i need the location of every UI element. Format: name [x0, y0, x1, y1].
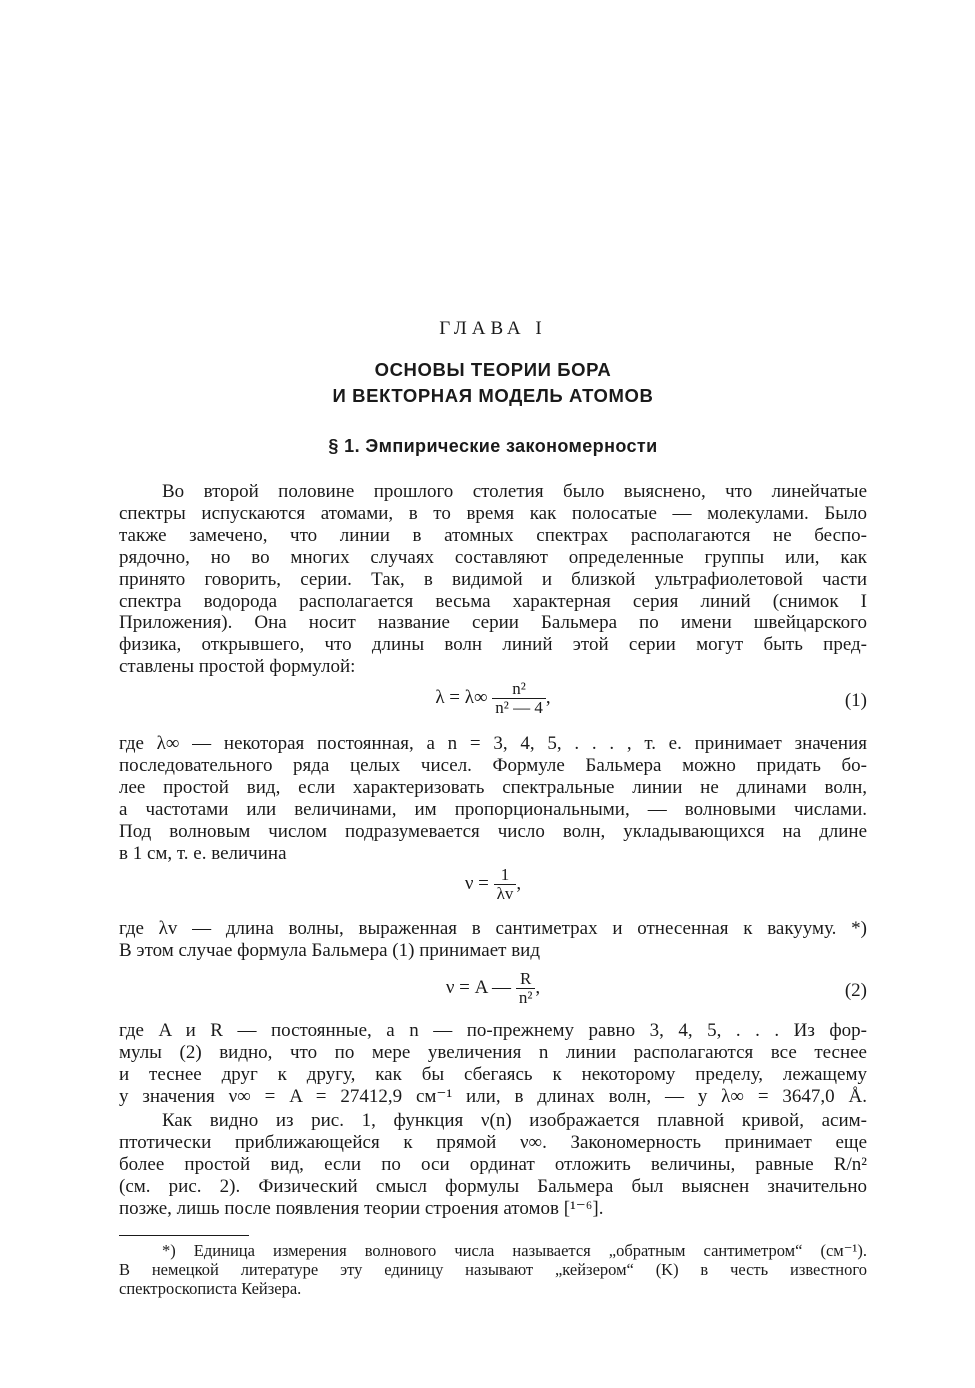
- formula-2: [119, 970, 867, 1010]
- formula-nu-fraction: [494, 866, 517, 903]
- footnote-line: В немецкой литературе эту единицу называют „кейзером“ (K) в честь известного: [119, 1260, 867, 1279]
- formula-nu-lhs: ν =: [464, 872, 489, 894]
- footnote: [119, 1241, 867, 1298]
- formula-nu-denominator: λv: [496, 884, 514, 903]
- paragraph-1: [119, 481, 867, 678]
- formula-2-denominator: n²: [518, 988, 533, 1007]
- paragraph-2-text: [119, 733, 867, 864]
- footnote-line: *) Единица измерения волнового числа называется „обратным сантиметром“ (см⁻¹).: [162, 1241, 867, 1260]
- footnote-line: спектроскописта Кейзера.: [119, 1279, 302, 1298]
- text-line: у значения ν∞ = A = 27412,9 см⁻¹ или, в длинах волн, — у λ∞ = 3647,0 Å.: [119, 1085, 867, 1107]
- formula-2-expression: [119, 970, 867, 1007]
- formula-1-lhs: λ = λ∞: [435, 686, 488, 708]
- chapter-title: [119, 357, 867, 409]
- text-line: принято говорить, серии. Так, в видимой и близкой ультрафиолетовой части: [119, 568, 867, 590]
- formula-2-lhs: ν = A —: [445, 976, 512, 998]
- text-line: лее простой вид, если характеризовать спектральные линии не длинами волн,: [119, 776, 867, 798]
- paragraph-5-text: [119, 1110, 867, 1220]
- formula-1: [119, 680, 867, 720]
- text-line: где λv — длина волны, выраженная в сантиметрах и отнесенная к вакууму. *): [119, 918, 867, 939]
- paragraph-3-text: [119, 918, 867, 962]
- paragraph-1-text: [119, 481, 867, 678]
- formula-1-tail: ,: [545, 686, 551, 708]
- text-line: Во второй половине прошлого столетия было выяснено, что линейчатые: [162, 481, 867, 502]
- formula-1-numerator: n²: [492, 680, 546, 699]
- text-line: в 1 см, т. е. величина: [119, 842, 287, 864]
- text-line: В этом случае формула Бальмера (1) принимает вид: [119, 939, 540, 961]
- text-line: птотически приближающейся к прямой ν∞. Закономерность принимает еще: [119, 1131, 867, 1153]
- footnote-divider: [119, 1235, 249, 1236]
- formula-2-tail: ,: [535, 976, 541, 998]
- formula-nu-expression: [119, 866, 867, 903]
- text-line: где A и R — постоянные, а n — по-прежнему равно 3, 4, 5, . . . Из фор-: [119, 1020, 867, 1041]
- chapter-title-line-1: ОСНОВЫ ТЕОРИИ БОРА: [374, 359, 612, 380]
- text-line: а частотами или величинами, им пропорциональными, — волновыми числами.: [119, 798, 867, 820]
- formula-1-number: (1): [844, 690, 867, 711]
- formula-nu: [119, 866, 867, 906]
- text-line: спектры испускаются атомами, в то время как полосатые — молекулами. Было: [119, 502, 867, 524]
- text-line: (см. рис. 2). Физический смысл формулы Бальмера был выяснен значительно: [119, 1175, 867, 1197]
- text-line: Как видно из рис. 1, функция ν(n) изображается плавной кривой, асим-: [162, 1110, 867, 1131]
- paragraph-2: [119, 733, 867, 864]
- formula-2-number: (2): [844, 980, 867, 1001]
- paragraph-3: [119, 918, 867, 962]
- formula-1-denominator: n² — 4: [495, 698, 543, 717]
- text-line: Под волновым числом подразумевается число волн, укладывающихся на длине: [119, 820, 867, 842]
- paragraph-5: [119, 1110, 867, 1220]
- formula-nu-numerator: 1: [494, 866, 517, 885]
- paragraph-4: [119, 1020, 867, 1108]
- formula-2-fraction: [516, 970, 536, 1007]
- chapter-title-line-2: И ВЕКТОРНАЯ МОДЕЛЬ АТОМОВ: [332, 385, 654, 406]
- text-line: мулы (2) видно, что по мере увеличения n линии располагаются все теснее: [119, 1041, 867, 1063]
- text-line: также замечено, что линии в атомных спектрах располагаются не беспо-: [119, 524, 867, 546]
- text-line: и теснее друг к другу, как бы сбегаясь к некоторому пределу, лежащему: [119, 1063, 867, 1085]
- formula-1-expression: [119, 680, 867, 717]
- text-line: рядочно, но во многих случаях составляют определенные группы или, как: [119, 546, 867, 568]
- text-line: Приложения). Она носит название серии Бальмера по имени швейцарского: [119, 612, 867, 634]
- formula-2-numerator: R: [516, 970, 536, 989]
- text-line: где λ∞ — некоторая постоянная, а n = 3, 4, 5, . . . , т. е. принимает значения: [119, 733, 867, 754]
- paragraph-4-text: [119, 1020, 867, 1108]
- text-line: физика, открывшего, что длины волн линий этой серии могут быть пред-: [119, 634, 867, 656]
- footnote-text: [119, 1241, 867, 1298]
- text-line: последовательного ряда целых чисел. Формуле Бальмера можно придать бо-: [119, 754, 867, 776]
- formula-nu-tail: ,: [516, 872, 522, 894]
- formula-1-fraction: [492, 680, 546, 717]
- text-line: спектра водорода располагается весьма характерная серия линий (снимок I: [119, 590, 867, 612]
- text-line: ставлены простой формулой:: [119, 656, 356, 678]
- section-heading: § 1. Эмпирические закономерности: [328, 436, 658, 456]
- chapter-heading: ГЛАВА I: [439, 318, 547, 339]
- text-line: более простой вид, если по оси ординат отложить величины, равные R/n²: [119, 1153, 867, 1175]
- text-line: позже, лишь после появления теории строения атомов [¹⁻⁶].: [119, 1197, 604, 1219]
